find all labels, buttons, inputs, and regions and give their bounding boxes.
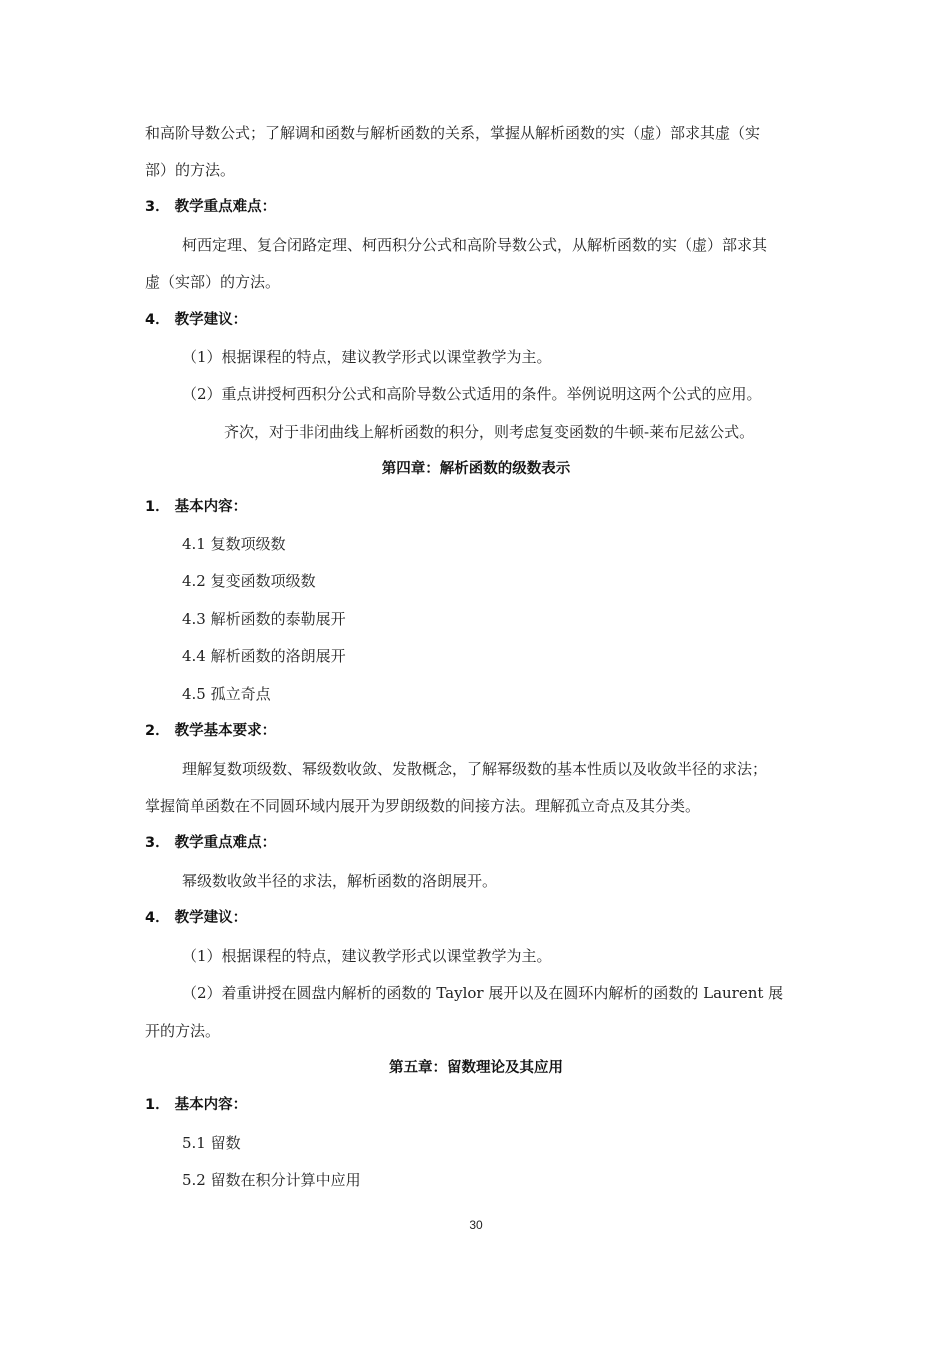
paragraph-line: 和高阶导数公式；了解调和函数与解析函数的关系，掌握从解析函数的实（虚）部求其虚（实 xyxy=(145,124,761,142)
section-heading: 1． 基本内容： xyxy=(145,1097,248,1113)
list-item: （2）着重讲授在圆盘内解析的函数的 Taylor 展开以及在圆环内解析的函数的 Laurent 展 xyxy=(182,984,784,1002)
paragraph-line: 掌握简单函数在不同圆环域内展开为罗朗级数的间接方法。理解孤立奇点及其分类。 xyxy=(145,797,701,815)
list-item: 4.2 复变函数项级数 xyxy=(182,572,316,590)
page-number: 30 xyxy=(469,1218,483,1232)
paragraph-line: 虚（实部）的方法。 xyxy=(145,273,281,291)
list-item: 4.1 复数项级数 xyxy=(182,535,286,553)
chapter-title: 第四章：解析函数的级数表示 xyxy=(381,461,571,477)
paragraph-line: 齐次，对于非闭曲线上解析函数的积分，则考虑复变函数的牛顿-莱布尼兹公式。 xyxy=(224,423,755,441)
list-item: （2）重点讲授柯西积分公式和高阶导数公式适用的条件。举例说明这两个公式的应用。 xyxy=(182,385,762,403)
section-heading: 4． 教学建议： xyxy=(145,910,248,926)
paragraph-line: 开的方法。 xyxy=(145,1022,221,1040)
paragraph-line: 部）的方法。 xyxy=(145,161,236,179)
section-heading: 4． 教学建议： xyxy=(145,312,248,328)
list-item: （1）根据课程的特点，建议教学形式以课堂教学为主。 xyxy=(182,947,552,965)
section-heading: 3． 教学重点难点： xyxy=(145,835,277,851)
list-item: 5.1 留数 xyxy=(182,1134,241,1152)
paragraph-line: 柯西定理、复合闭路定理、柯西积分公式和高阶导数公式，从解析函数的实（虚）部求其 xyxy=(182,236,768,254)
paragraph-line: 幂级数收敛半径的求法，解析函数的洛朗展开。 xyxy=(182,872,498,890)
section-heading: 3． 教学重点难点： xyxy=(145,199,277,215)
section-heading: 2． 教学基本要求： xyxy=(145,723,277,739)
list-item: 5.2 留数在积分计算中应用 xyxy=(182,1171,361,1189)
list-item: 4.4 解析函数的洛朗展开 xyxy=(182,647,346,665)
chapter-title: 第五章：留数理论及其应用 xyxy=(389,1060,563,1076)
list-item: （1）根据课程的特点，建议教学形式以课堂教学为主。 xyxy=(182,348,552,366)
list-item: 4.3 解析函数的泰勒展开 xyxy=(182,610,346,628)
section-heading: 1． 基本内容： xyxy=(145,499,248,515)
paragraph-line: 理解复数项级数、幂级数收敛、发散概念，了解幂级数的基本性质以及收敛半径的求法； xyxy=(182,760,768,778)
list-item: 4.5 孤立奇点 xyxy=(182,685,271,703)
